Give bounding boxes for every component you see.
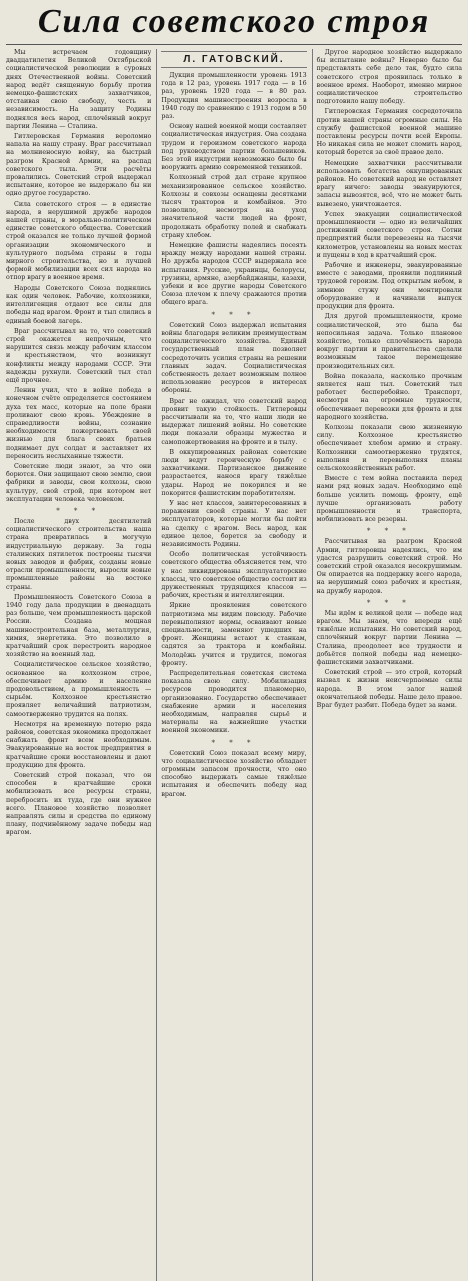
article-paragraph: Распределительная советская система показала свою силу. Мобилизация ресурсов проводится планомерно, организованно. Государство обеспечивает снабжение армии и населения необходимым, направляя сырьё и материалы на важнейшие участки военной экономики. [161,670,307,735]
article-paragraph: Рассчитывая на разгром Красной Армии, гитлеровцы надеялись, что им удастся разрушить советский строй. Но советский строй оказался несокрушимым. Он опирается на поддержку всего народа, на нерушимый союз рабочих и крестьян, на дружбу народов. [316,538,462,595]
article-paragraph: Советский строй показал, что он способен в кратчайшие сроки мобилизовать все ресурсы страны, перебросить их туда, где они нужнее всего. Плановое хозяйство позволяет направлять силы и средства по единому плану, подчинённому задаче победы над врагом. [6,772,152,837]
article-paragraph: Гитлеровская Германия вероломно напала на нашу страну. Враг рассчитывал на молниеносную войну, на быстрый разгром Красной Армии, на распад советского тыла. Эти расчёты провалились. Советский строй выдержал испытание, которое не выдержало бы ни одно другое государство. [6,133,152,198]
article-column-3 [312,49,462,1281]
article-paragraph: Сила советского строя — в единстве народа, в нерушимой дружбе народов нашей страны, в морально-политическом единстве советского общества. Советский строй оказался не только лучшей формой организации экономического и культурного подъёма страны в годы мирного строительства, но и лучшей формой мобилизации всех сил народа на отпор врагу в военное время. [6,200,152,282]
article-paragraph: Немецкие захватчики рассчитывали использовать богатства оккупированных районов. Но советский народ не оставляет врагу ничего: заводы эвакуируются, запасы вывозятся, всё, что не может быть вывезено, уничтожается. [316,159,462,208]
article-paragraph: Ленин учил, что в войне победа в конечном счёте определяется состоянием духа тех масс, которые на поле брани проливают свою кровь. Убеждение в справедливости войны, сознание необходимости пожертвовать своей жизнью для блага своих братьев поднимает дух солдат и заставляет их переносить неслыханные тяжести. [6,387,152,460]
article-column-2 [156,49,306,1281]
article-paragraph: Мы встречаем годовщину двадцатилетия Великой Октябрьской социалистической революции в суровых днях Отечественной войны. Советский народ ведёт священную борьбу против немецко-фашистских захватчиков, отстаивая свою свободу, честь и независимость. На защиту Родины поднялся весь народ, сплочённый вокруг партии Ленина — Сталина. [6,49,152,130]
article-paragraph: В оккупированных районах советские люди ведут героическую борьбу с захватчиками. Партизанское движение разрастается, нанося врагу тяжёлые удары. Народ не покорился и не покорится фашистским поработителям. [161,448,307,497]
article-paragraph: Вместе с тем война поставила перед нами ряд новых задач. Необходимо ещё больше усилить помощь фронту, ещё лучше организовать работу промышленности и транспорта, мобилизовать все резервы. [316,475,462,524]
article-paragraph: Социалистическое сельское хозяйство, основанное на колхозном строе, обеспечивает армию и население продовольствием, а промышленность — сырьём. Колхозное крестьянство проявляет величайший патриотизм, самоотверженно трудится на полях. [6,661,152,718]
page-headline: Сила советского строя [6,0,462,45]
article-paragraph: У нас нет классов, заинтересованных в поражении своей страны. У нас нет эксплуататоров, которые могли бы пойти на сделку с врагом. Весь народ, как единое целое, борется за свободу и независимость Родины. [161,499,307,548]
article-paragraph: Колхозный строй дал стране крупное механизированное сельское хозяйство. Колхозы и совхозы оснащены десятками тысяч тракторов и комбайнов. Это позволило, несмотря на уход значительной части людей на фронт, продолжать обработку полей и снабжать страну хлебом. [161,174,307,239]
article-paragraph: Мы идём к великой цели — победе над врагом. Мы знаем, что впереди ещё тяжёлые испытания. Но советский народ, сплочённый вокруг партии Ленина — Сталина, преодолеет все трудности и добьётся полной победы над немецко-фашистскими захватчиками. [316,609,462,667]
author-byline: Л. ГАТОВСКИЙ. [161,51,306,68]
article-paragraph: Советский Союз показал всему миру, что социалистическое хозяйство обладает огромным запасом прочности, что оно способно выдержать самые тяжёлые испытания и обеспечить победу над врагом. [161,749,307,798]
section-divider-stars: * * * [56,506,102,515]
section-divider-stars: * * * [366,527,412,536]
article-paragraph: Для другой промышленности, кроме социалистической, это была бы непосильная задача. Только плановое хозяйство, только сплочённость народа вокруг партии и правительства сделали возможным такое перемещение производительных сил. [316,313,462,370]
article-paragraph: Война показала, насколько прочным является наш тыл. Советский тыл работает бесперебойно. Транспорт, несмотря на огромные трудности, обеспечивает перевозки для фронта и для народного хозяйства. [316,372,462,421]
article-paragraph: Советские люди знают, за что они борются. Они защищают свою землю, свои фабрики и заводы, свои колхозы, свою культуру, свой строй, при котором нет эксплуатации человека человеком. [6,462,152,503]
article-paragraph: Дукция промышленности уровень 1913 года в 12 раз, уровень 1917 года — в 16 раз, уровень 1920 года — в 80 раз. Продукция машиностроения возросла в 1940 году по сравнению с 1913 годом в 50 раз. [161,72,307,121]
article-column-1 [6,49,151,1281]
article-paragraph: Немецкие фашисты надеялись посеять вражду между народами нашей страны. Но дружба народов СССР выдержала все испытания. Русские, украинцы, белорусы, грузины, армяне, азербайджанцы, казахи, узбеки и все другие народы Советского Союза плечом к плечу сражаются против общего врага. [161,242,307,307]
article-paragraph: Несмотря на временную потерю ряда районов, советская экономика продолжает снабжать фронт всем необходимым. Эвакуированные на восток предприятия в кратчайшие сроки восстановлены и дают продукцию для фронта. [6,720,152,769]
article-paragraph: Народы Советского Союза поднялись как один человек. Рабочие, колхозники, интеллигенция отдают все силы для победы над врагом. Фронт и тыл слились в единый боевой лагерь. [6,284,152,325]
section-divider-stars: * * * [211,310,257,319]
article-paragraph: Особо политическая устойчивость советского общества объясняется тем, что у нас ликвидированы эксплуататорские классы, что советское общество состоит из дружественных трудящихся классов — рабочих, крестьян и интеллигенции. [161,551,307,600]
article-paragraph: Яркие проявления советского патриотизма мы видим повсюду. Рабочие перевыполняют нормы, осваивают новые специальности, заменяют ушедших на фронт. Женщины встают к станкам, садятся за трактора и комбайны. Молодёжь учится и трудится, помогая фронту. [161,602,307,667]
article-paragraph: Успех эвакуации социалистической промышленности — одно из величайших достижений советского строя. Сотни предприятий были перевезены на тысячи километров, установлены на новых местах и пущены в ход в кратчайший срок. [316,210,462,259]
section-divider-stars: * * * [211,738,257,747]
article-paragraph: Основу нашей военной мощи составляет социалистическая индустрия. Она создана трудом и героизмом советского народа под руководством партии большевиков. Без этой индустрии невозможно было бы вооружить армию современной техникой. [161,123,307,172]
article-paragraph: Промышленность Советского Союза в 1940 году дала продукции в двенадцать раз больше, чем промышленность царской России. Создана мощная машиностроительная база, металлургия, химия, энергетика. Это позволило в кратчайший срок перестроить народное хозяйство на военный лад. [6,593,152,659]
article-paragraph: Советский строй — это строй, который вызвал к жизни неисчерпаемые силы народа. В этом залог нашей окончательной победы. Наше дело правое. Враг будет разбит. Победа будет за нами. [316,669,462,710]
article-paragraph: Колхозы показали свою жизненную силу. Колхозное крестьянство обеспечивает хлебом армию и страну. Колхозники самоотверженно трудятся, выполняя и перевыполняя планы сельскохозяйственных работ. [316,423,462,472]
article-paragraph: Враг рассчитывал на то, что советский строй окажется непрочным, что нарушится связь между рабочим классом и крестьянством, что возникнут конфликты между народами СССР. Эти надежды рухнули. Советский тыл стал ещё прочнее. [6,327,152,384]
article-columns [6,45,462,1281]
article-paragraph: После двух десятилетий социалистического строительства наша страна превратилась в могучую индустриальную державу. За годы сталинских пятилеток построены тысячи новых заводов и фабрик, созданы новые отрасли промышленности, выросли новые промышленные районы на востоке страны. [6,517,152,591]
article-paragraph: Советский Союз выдержал испытания войны благодаря великим преимуществам социалистического хозяйства. Единый государственный план позволяет сосредоточить усилия страны на решении главных задач. Социалистическая собственность делает возможным полное использование ресурсов в интересах обороны. [161,321,307,395]
section-divider-stars: * * * [366,598,412,607]
article-paragraph: Враг не ожидал, что советский народ проявит такую стойкость. Гитлеровцы рассчитывали на то, что наши люди не выдержат лишений войны. Но советские люди показали образцы мужества и самопожертвования на фронте и в тылу. [161,397,307,446]
article-paragraph: Гитлеровская Германия сосредоточила против нашей страны огромные силы. На службу фашистской военной машине поставлены ресурсы почти всей Европы. Но никакая сила не может сломить народ, который борется за своё правое дело. [316,108,462,157]
article-paragraph: Другое народное хозяйство выдержало бы испытание войны? Неверно было бы представлять себе дело так, будто сила советского строя проявилась только в военное время. Наоборот, именно мирное социалистическое строительство подготовило нашу победу. [316,49,462,106]
article-paragraph: Рабочие и инженеры, эвакуированные вместе с заводами, проявили подлинный трудовой героизм. Под открытым небом, в зимнюю стужу они монтировали оборудование и начинали выпуск продукции для фронта. [316,262,462,311]
